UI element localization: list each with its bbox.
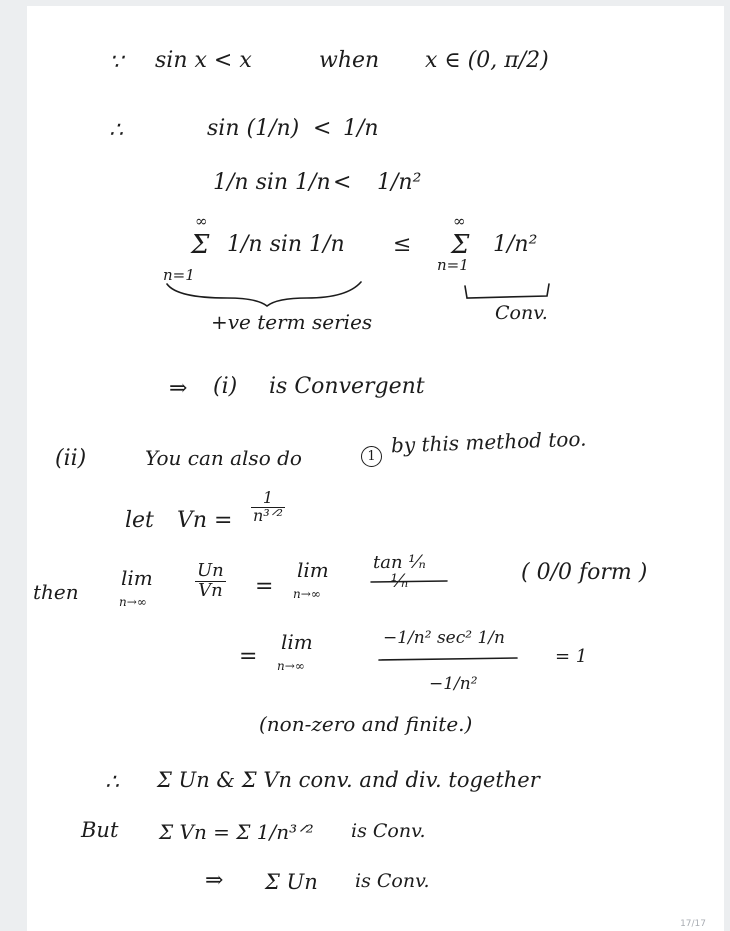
tan-numerator: tan ¹⁄ₙ [373,552,426,573]
less-equal-symbol: ≤ [393,232,412,257]
circled-one: 1 [361,446,382,467]
convergent-label: Conv. [495,302,548,324]
less-than-symbol-2: < [333,170,352,195]
therefore-symbol-2: ∴ [105,770,119,795]
inequality-sinx: sin x < x [155,48,252,73]
one-over-n-squared: 1/n² [377,170,422,195]
sum-vn-equals: Σ Vn = Σ 1/n³ᐟ² [159,820,314,844]
vn-equals: Vn = [177,508,233,533]
lim-two-subscript: n→∞ [293,587,321,601]
equals-one: = [255,574,274,599]
is-convergent-text: is Convergent [269,374,425,399]
one-over-n: 1/n [343,116,379,141]
page-number: 17/17 [680,919,706,929]
rsum-lower-limit: n=1 [437,256,469,274]
left-underbrace [167,282,361,306]
less-than-symbol: < [313,116,332,141]
is-conv-text-2: is Conv. [355,870,430,892]
step-numerator: −1/n² sec² 1/n [383,628,505,648]
therefore-symbol: ∴ [109,118,123,143]
lim-three-subscript: n→∞ [277,659,305,673]
un-numerator: Un [197,560,224,581]
summand-lhs: 1/n sin 1/n [227,232,345,257]
part-two-text-a: You can also do [145,446,302,470]
implies-arrow: ⇒ [169,376,188,401]
summand-rhs: 1/n² [493,232,538,257]
equals-two: = [239,644,258,669]
lim-two: lim [297,558,329,582]
part-one-label: (i) [213,374,238,399]
sum-upper-limit: ∞ [195,212,208,230]
lim-one-subscript: n→∞ [119,595,147,609]
lim-one: lim [121,566,153,590]
handwritten-strokes [27,6,724,931]
vn-numerator: 1 [262,488,274,507]
lim-three: lim [281,630,313,654]
sum-lower-limit: n=1 [163,266,195,284]
then-word: then [33,580,79,604]
notes-page [27,6,724,931]
part-two-text-b: by this method too. [390,426,587,458]
domain-interval: x ∈ (0, π/2) [425,48,549,73]
part-two-label: (ii) [55,446,87,471]
right-underbrace [465,284,549,298]
is-conv-text: is Conv. [351,820,426,842]
step-denominator: −1/n² [429,674,478,694]
sigma-symbol-2: Σ [451,230,470,260]
step-fraction-bar [379,658,517,660]
tan-fraction-bar [371,581,447,582]
rsum-upper-limit: ∞ [453,212,466,230]
but-word: But [81,818,119,842]
implies-arrow-2: ⇒ [205,868,224,893]
when-word: when [319,48,380,73]
inequality-lhs: 1/n sin 1/n [213,170,331,195]
sum-un-text: Σ Un [265,870,318,894]
vn-denominator: n³ᐟ² [253,505,283,525]
sigma-symbol: Σ [191,230,210,260]
non-zero-finite-note: (non-zero and finite.) [259,712,473,736]
conv-div-together-text: Σ Un & Σ Vn conv. and div. together [157,768,540,792]
let-word: let [125,508,154,533]
tan-denominator: ¹⁄ₙ [390,570,409,592]
vn-denominator-2: Vn [195,581,226,601]
sin-one-over-n: sin (1/n) [207,116,300,141]
limit-result: = 1 [555,646,588,667]
zero-over-zero-form: ( 0/0 form ) [521,560,648,585]
because-symbol: ∵ [109,50,123,75]
positive-term-series-label: +ve term series [211,310,373,334]
